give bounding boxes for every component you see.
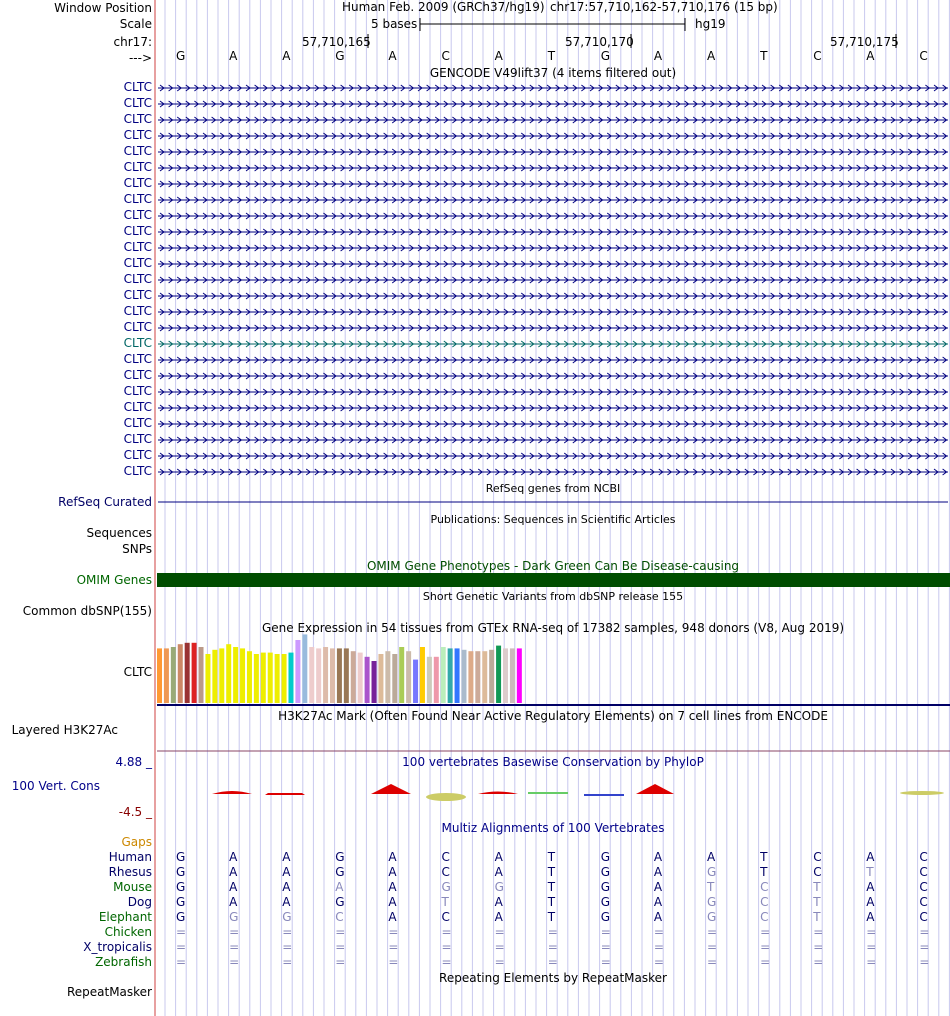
gtex-tissue-bar bbox=[282, 654, 287, 703]
alignment-base: = bbox=[494, 940, 505, 954]
alignment-base: A bbox=[229, 880, 238, 894]
gencode-transcript-label[interactable]: CLTC bbox=[123, 112, 152, 126]
gtex-tissue-bar bbox=[385, 651, 390, 703]
alignment-base: G bbox=[335, 850, 345, 864]
alignment-base: = bbox=[760, 955, 771, 969]
species-label[interactable]: X_tropicalis bbox=[83, 940, 152, 954]
alignment-base: A bbox=[494, 910, 503, 924]
alignment-base: = bbox=[282, 940, 293, 954]
alignment-base: A bbox=[494, 850, 503, 864]
alignment-base: = bbox=[653, 955, 664, 969]
alignment-base: C bbox=[919, 895, 928, 909]
gencode-transcript-label[interactable]: CLTC bbox=[123, 368, 152, 382]
gencode-title: GENCODE V49lift37 (4 items filtered out) bbox=[429, 66, 677, 80]
gtex-tissue-bar bbox=[164, 648, 169, 703]
gtex-tissue-bar bbox=[475, 651, 480, 703]
db-text: hg19 bbox=[695, 17, 726, 31]
gtex-tissue-bar bbox=[461, 650, 466, 703]
gtex-tissue-bar bbox=[192, 643, 197, 703]
gencode-transcript-label[interactable]: CLTC bbox=[123, 176, 152, 190]
gtex-tissue-bar bbox=[330, 648, 335, 703]
alignment-base: T bbox=[547, 850, 556, 864]
reference-base: T bbox=[760, 49, 768, 63]
gencode-transcript-label[interactable]: CLTC bbox=[123, 128, 152, 142]
reference-base: A bbox=[229, 49, 238, 63]
species-label[interactable]: Chicken bbox=[104, 925, 152, 939]
gtex-tissue-bar bbox=[295, 640, 300, 703]
alignment-base: T bbox=[813, 910, 821, 924]
alignment-base: A bbox=[282, 865, 291, 879]
gtex-tissue-bar bbox=[275, 654, 280, 703]
alignment-base: G bbox=[600, 865, 611, 879]
alignment-base: = bbox=[441, 955, 452, 969]
gtex-title: Gene Expression in 54 tissues from GTEx RNA-seq of 17382 samples, 948 donors (V8, Aug 2019) bbox=[261, 621, 845, 635]
alignment-base: G bbox=[600, 850, 611, 864]
position-text: chr17:57,710,162-57,710,176 (15 bp) bbox=[550, 0, 778, 14]
alignment-base: = bbox=[282, 955, 293, 969]
alignment-base: = bbox=[653, 940, 664, 954]
alignment-base: = bbox=[919, 940, 930, 954]
alignment-base: = bbox=[176, 955, 187, 969]
reference-base: A bbox=[494, 49, 503, 63]
alignment-base: G bbox=[176, 895, 186, 909]
alignment-base: = bbox=[388, 925, 399, 939]
species-label[interactable]: Elephant bbox=[98, 910, 152, 924]
alignment-base: G bbox=[600, 895, 611, 909]
alignment-base: G bbox=[707, 865, 717, 879]
gtex-tissue-bar bbox=[378, 654, 383, 703]
gtex-tissue-bar bbox=[503, 648, 508, 703]
gencode-transcript-label[interactable]: CLTC bbox=[123, 272, 152, 286]
alignment-base: = bbox=[282, 925, 293, 939]
refseq-title: RefSeq genes from NCBI bbox=[485, 482, 621, 495]
reference-base: A bbox=[866, 49, 875, 63]
gtex-tissue-bar bbox=[171, 647, 176, 703]
species-label[interactable]: Dog bbox=[127, 895, 152, 909]
alignment-base: = bbox=[229, 955, 240, 969]
alignment-base: C bbox=[760, 895, 769, 909]
gtex-tissue-bar bbox=[448, 648, 453, 703]
gtex-tissue-bar bbox=[365, 657, 370, 703]
alignment-base: T bbox=[813, 880, 821, 894]
gtex-tissue-bar bbox=[489, 650, 494, 703]
gtex-tissue-bar bbox=[205, 654, 210, 703]
alignment-base: G bbox=[707, 895, 717, 909]
gtex-tissue-bar bbox=[517, 648, 522, 703]
gtex-gene-label[interactable]: CLTC bbox=[123, 665, 152, 679]
gtex-tissue-bar bbox=[427, 657, 432, 703]
gtex-tissue-bar bbox=[351, 651, 356, 703]
alignment-base: = bbox=[653, 925, 664, 939]
gtex-tissue-bar bbox=[413, 660, 418, 703]
chrom-label: chr17: bbox=[113, 35, 152, 49]
gtex-tissue-bar bbox=[496, 646, 501, 703]
reference-base: G bbox=[176, 49, 186, 63]
gtex-tissue-bar bbox=[344, 648, 349, 703]
gencode-transcript-label[interactable]: CLTC bbox=[123, 160, 152, 174]
gtex-tissue-bar bbox=[420, 647, 425, 703]
alignment-base: = bbox=[388, 940, 399, 954]
window-position-label: Window Position bbox=[54, 1, 152, 15]
refseq-label[interactable]: RefSeq Curated bbox=[58, 495, 152, 509]
alignment-base: = bbox=[547, 955, 558, 969]
alignment-base: = bbox=[335, 925, 346, 939]
gtex-tissue-bar bbox=[302, 634, 307, 703]
alignment-base: G bbox=[176, 880, 186, 894]
alignment-base: A bbox=[229, 865, 238, 879]
alignment-base: G bbox=[600, 880, 611, 894]
phylop-glyph bbox=[584, 794, 624, 796]
alignment-base: T bbox=[441, 895, 449, 909]
scale-label: Scale bbox=[119, 17, 152, 31]
alignment-base: = bbox=[600, 940, 611, 954]
gtex-tissue-bar bbox=[157, 648, 162, 703]
alignment-base: T bbox=[547, 895, 556, 909]
alignment-base: G bbox=[229, 910, 239, 924]
alignment-base: A bbox=[282, 880, 291, 894]
alignment-base: = bbox=[813, 955, 824, 969]
left-label-panel bbox=[0, 0, 155, 1016]
ruler-tick-2: 57,710,170 bbox=[565, 35, 634, 49]
alignment-base: C bbox=[813, 865, 822, 879]
alignment-base: = bbox=[813, 940, 824, 954]
alignment-base: = bbox=[760, 925, 771, 939]
gencode-transcript-label[interactable]: CLTC bbox=[123, 304, 152, 318]
alignment-base: A bbox=[707, 850, 716, 864]
alignment-base: A bbox=[653, 910, 663, 924]
reference-base: G bbox=[335, 49, 345, 63]
reference-base: T bbox=[547, 49, 556, 63]
alignment-base: G bbox=[335, 895, 345, 909]
alignment-base: A bbox=[653, 895, 663, 909]
alignment-base: A bbox=[653, 880, 663, 894]
alignment-base: A bbox=[866, 850, 875, 864]
gencode-transcript-label[interactable]: CLTC bbox=[123, 192, 152, 206]
gaps-label: Gaps bbox=[121, 835, 152, 849]
sequences-label[interactable]: Sequences bbox=[86, 526, 152, 540]
alignment-base: A bbox=[229, 850, 238, 864]
gtex-tissue-bar bbox=[219, 648, 224, 703]
alignment-base: C bbox=[919, 880, 928, 894]
alignment-base: T bbox=[866, 865, 874, 879]
gencode-transcript-label[interactable]: CLTC bbox=[123, 288, 152, 302]
gtex-tissue-bar bbox=[309, 647, 314, 703]
alignment-base: = bbox=[547, 940, 558, 954]
reference-base: G bbox=[600, 49, 611, 63]
alignment-base: = bbox=[335, 955, 346, 969]
gtex-tissue-bar bbox=[247, 651, 252, 703]
alignment-base: A bbox=[388, 910, 397, 924]
alignment-base: G bbox=[176, 865, 186, 879]
gtex-tissue-bar bbox=[316, 648, 321, 703]
alignment-base: = bbox=[494, 955, 505, 969]
gencode-transcript-label[interactable]: CLTC bbox=[123, 416, 152, 430]
alignment-base: C bbox=[760, 910, 769, 924]
phylop-label[interactable]: 100 Vert. Cons bbox=[11, 779, 100, 793]
repeatmasker-label[interactable]: RepeatMasker bbox=[66, 985, 152, 999]
alignment-base: C bbox=[441, 865, 450, 879]
alignment-base: = bbox=[335, 940, 346, 954]
gencode-transcript-label[interactable]: CLTC bbox=[123, 256, 152, 270]
alignment-base: = bbox=[707, 925, 718, 939]
h3k27ac-label[interactable]: Layered H3K27Ac bbox=[11, 723, 118, 737]
alignment-base: = bbox=[547, 925, 558, 939]
gtex-tissue-bar bbox=[455, 648, 460, 703]
alignment-base: C bbox=[919, 910, 928, 924]
gtex-tissue-bar bbox=[482, 651, 487, 703]
gtex-tissue-bar bbox=[358, 653, 363, 703]
alignment-base: = bbox=[176, 940, 187, 954]
alignment-base: C bbox=[919, 865, 928, 879]
alignment-base: = bbox=[707, 955, 718, 969]
alignment-base: T bbox=[813, 895, 821, 909]
alignment-base: G bbox=[282, 910, 292, 924]
gtex-tissue-bar bbox=[268, 653, 273, 703]
alignment-base: A bbox=[866, 895, 875, 909]
gtex-tissue-bar bbox=[185, 643, 190, 703]
phylop-title: 100 vertebrates Basewise Conservation by PhyloP bbox=[402, 755, 704, 769]
phylop-glyph bbox=[528, 792, 568, 794]
species-label[interactable]: Mouse bbox=[113, 880, 152, 894]
gencode-transcript-label[interactable]: CLTC bbox=[123, 96, 152, 110]
gencode-transcript-label[interactable]: CLTC bbox=[123, 448, 152, 462]
alignment-base: G bbox=[441, 880, 451, 894]
phylop-glyph bbox=[478, 792, 518, 795]
alignment-base: A bbox=[335, 880, 344, 894]
alignment-base: T bbox=[547, 880, 556, 894]
alignment-base: = bbox=[229, 925, 240, 939]
gtex-tissue-bar bbox=[510, 648, 515, 703]
gtex-tissue-bar bbox=[261, 653, 266, 703]
alignment-base: = bbox=[866, 925, 877, 939]
gtex-tissue-bar bbox=[323, 647, 328, 703]
species-label[interactable]: Rhesus bbox=[108, 865, 152, 879]
alignment-base: G bbox=[176, 910, 186, 924]
gtex-tissue-bar bbox=[372, 661, 377, 703]
alignment-base: = bbox=[600, 955, 611, 969]
alignment-base: C bbox=[335, 910, 344, 924]
alignment-base: T bbox=[547, 910, 556, 924]
alignment-base: G bbox=[494, 880, 504, 894]
omim-title: OMIM Gene Phenotypes - Dark Green Can Be Disease-causing bbox=[366, 559, 740, 573]
alignment-base: A bbox=[494, 865, 503, 879]
gtex-tissue-bar bbox=[406, 651, 411, 703]
alignment-base: = bbox=[176, 925, 187, 939]
alignment-base: C bbox=[760, 880, 769, 894]
reference-base: A bbox=[653, 49, 663, 63]
gencode-transcript-label[interactable]: CLTC bbox=[123, 400, 152, 414]
gtex-tissue-bar bbox=[288, 653, 293, 703]
alignment-base: A bbox=[388, 865, 397, 879]
alignment-base: = bbox=[866, 940, 877, 954]
gencode-transcript-label[interactable]: CLTC bbox=[123, 464, 152, 478]
alignment-base: A bbox=[866, 880, 875, 894]
repeatmasker-title: Repeating Elements by RepeatMasker bbox=[439, 971, 667, 985]
alignment-base: G bbox=[176, 850, 186, 864]
alignment-base: C bbox=[441, 850, 450, 864]
publications-title: Publications: Sequences in Scientific Articles bbox=[430, 513, 676, 526]
alignment-base: A bbox=[388, 880, 397, 894]
gtex-tissue-bar bbox=[468, 651, 473, 703]
reference-base: C bbox=[441, 49, 450, 63]
gtex-tissue-bar bbox=[212, 650, 217, 703]
alignment-base: T bbox=[707, 880, 715, 894]
alignment-base: A bbox=[282, 895, 291, 909]
phylop-glyph bbox=[265, 793, 305, 795]
gtex-tissue-bar bbox=[226, 644, 231, 703]
alignment-base: A bbox=[866, 910, 875, 924]
gencode-transcript-label[interactable]: CLTC bbox=[123, 80, 152, 94]
gencode-transcript-label[interactable]: CLTC bbox=[123, 384, 152, 398]
dbsnp-label[interactable]: Common dbSNP(155) bbox=[22, 604, 152, 618]
alignment-base: A bbox=[653, 850, 663, 864]
gencode-transcript-label[interactable]: CLTC bbox=[123, 336, 152, 350]
snps-label[interactable]: SNPs bbox=[122, 542, 152, 556]
gencode-transcript-label[interactable]: CLTC bbox=[123, 208, 152, 222]
gtex-tissue-bar bbox=[441, 647, 446, 703]
omim-bar bbox=[157, 573, 950, 587]
species-label[interactable]: Human bbox=[108, 850, 152, 864]
gencode-transcript-label[interactable]: CLTC bbox=[123, 240, 152, 254]
gtex-tissue-bar bbox=[199, 647, 204, 703]
ruler-tick-3: 57,710,175 bbox=[830, 35, 899, 49]
alignment-base: = bbox=[229, 940, 240, 954]
alignment-base: = bbox=[919, 955, 930, 969]
gtex-tissue-bar bbox=[178, 644, 183, 703]
reference-base: A bbox=[388, 49, 397, 63]
alignment-base: = bbox=[707, 940, 718, 954]
gtex-tissue-bar bbox=[337, 648, 342, 703]
alignment-base: = bbox=[441, 940, 452, 954]
reference-base: A bbox=[282, 49, 291, 63]
gtex-tissue-bar bbox=[240, 648, 245, 703]
alignment-base: A bbox=[494, 895, 503, 909]
alignment-base: G bbox=[335, 865, 345, 879]
strand-label: ---> bbox=[128, 51, 152, 65]
alignment-base: = bbox=[600, 925, 611, 939]
gencode-transcript-label[interactable]: CLTC bbox=[123, 320, 152, 334]
gtex-tissue-bar bbox=[434, 657, 439, 703]
alignment-base: A bbox=[388, 895, 397, 909]
h3k27ac-title: H3K27Ac Mark (Often Found Near Active Regulatory Elements) on 7 cell lines from ENCODE bbox=[278, 709, 828, 723]
dbsnp-title: Short Genetic Variants from dbSNP release 155 bbox=[422, 590, 684, 603]
gencode-transcript-label[interactable]: CLTC bbox=[123, 224, 152, 238]
alignment-base: A bbox=[653, 865, 663, 879]
multiz-title: Multiz Alignments of 100 Vertebrates bbox=[441, 821, 665, 835]
gtex-tissue-bar bbox=[392, 654, 397, 703]
species-label[interactable]: Zebrafish bbox=[95, 955, 152, 969]
assembly-text: Human Feb. 2009 (GRCh37/hg19) bbox=[342, 0, 545, 14]
alignment-base: = bbox=[866, 955, 877, 969]
alignment-base: = bbox=[494, 925, 505, 939]
reference-base: C bbox=[919, 49, 928, 63]
alignment-base: A bbox=[229, 895, 238, 909]
alignment-base: G bbox=[600, 910, 611, 924]
gencode-transcript-label[interactable]: CLTC bbox=[123, 352, 152, 366]
gencode-transcript-label[interactable]: CLTC bbox=[123, 144, 152, 158]
phylop-min-label: -4.5 _ bbox=[118, 805, 152, 819]
ruler-tick-1: 57,710,165 bbox=[302, 35, 371, 49]
gencode-transcript-label[interactable]: CLTC bbox=[123, 432, 152, 446]
alignment-base: = bbox=[813, 925, 824, 939]
alignment-base: A bbox=[282, 850, 291, 864]
gtex-tissue-bar bbox=[233, 647, 238, 703]
alignment-base: C bbox=[813, 850, 822, 864]
reference-base: C bbox=[813, 49, 822, 63]
gtex-tissue-bar bbox=[399, 647, 404, 703]
alignment-base: T bbox=[760, 850, 768, 864]
phylop-glyph bbox=[426, 793, 466, 801]
alignment-base: = bbox=[441, 925, 452, 939]
omim-label[interactable]: OMIM Genes bbox=[76, 573, 152, 587]
alignment-base: T bbox=[760, 865, 768, 879]
phylop-max-label: 4.88 _ bbox=[115, 755, 152, 769]
alignment-base: C bbox=[441, 910, 450, 924]
scale-bases-text: 5 bases bbox=[371, 17, 418, 31]
alignment-base: = bbox=[388, 955, 399, 969]
alignment-base: C bbox=[919, 850, 928, 864]
alignment-base: T bbox=[547, 865, 556, 879]
reference-base: A bbox=[707, 49, 716, 63]
phylop-glyph bbox=[900, 791, 944, 795]
gtex-tissue-bar bbox=[254, 654, 259, 703]
alignment-base: = bbox=[919, 925, 930, 939]
alignment-base: G bbox=[707, 910, 717, 924]
alignment-base: = bbox=[760, 940, 771, 954]
alignment-base: A bbox=[388, 850, 397, 864]
